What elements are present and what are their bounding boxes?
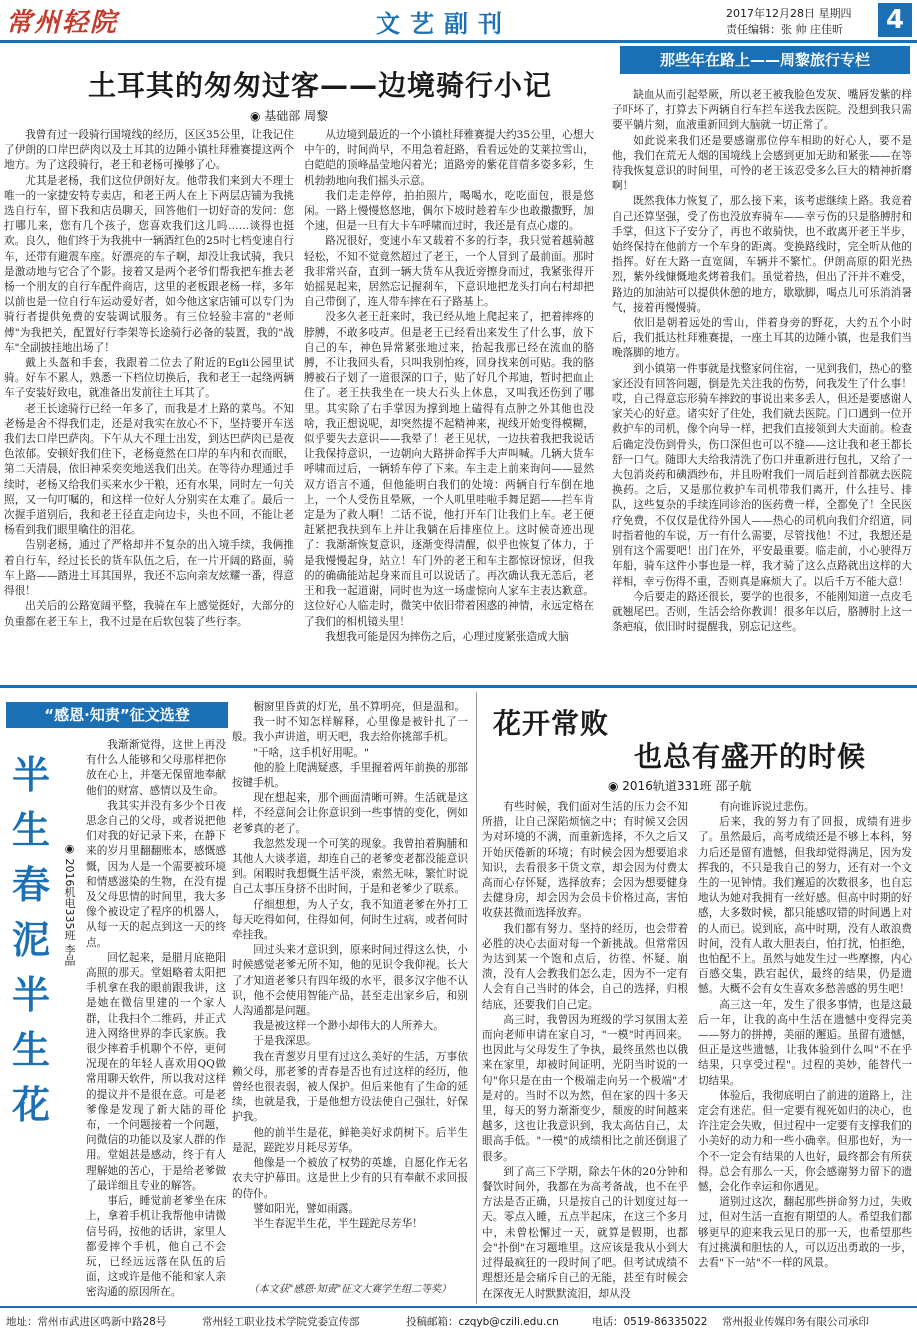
paragraph: 我其实并没有多少个日夜思念自己的父母，或者说把他们对我的好记录下来，在静下来的岁月里翻翻账本，感慨感慨，因为人是一个需要被环境和情感滋染的生物，在没有提及父母思情的时间里，我大多像个被设定了程序的机器人，从每一天的起点到这一天的终点。 (86, 799, 226, 949)
section-divider (0, 685, 917, 688)
header-rule (0, 40, 917, 43)
paragraph: 半生春泥半生花，半生蹉跎尽芳华！ (253, 1217, 423, 1230)
paragraph: 我是被这样一个渺小却伟大的人所养大。 (253, 1020, 444, 1033)
paragraph: 我在青葱岁月里有过这么美好的生活，万事依赖父母，那老爹的青春是否也有过这样的经历，他曾经也很表弱，被人保护。但后来他有了生命的延续，也就是我，于是他想方设法使自己强壮，好保护我。 (232, 1050, 468, 1124)
paragraph: 尤其是老杨，我们这位伊朗好友。他带我们来到大不理士唯一的一家捷安特专卖店，和老王两人在上下两层店铺为我挑选自行车，留下我和店员聊天，回答他们一切好奇的发问：您打哪儿来，您有几个孩子，您喜欢我们这儿吗……谈得也挺欢。良久，他们终于为我挑中一辆酒红色的25吋七档变速自行车，还带有避震车座。好漂亮的车子啊，却没让我试骑，我只是激动地与它合了个影。接着又是两个老爷们帮我把车推去老杨一个朋友的自行车配件商店，这里的老板跟老杨一样，多年以前也是一位自行车运动爱好者，如今他这家店铺可以专门为骑行者提供免费的安装调试服务。有三位轻验丰富的"老师傅"为我把关，配置好行李架等长途骑行必备的装置，我的"战车"全副披挂地出场了！ (4, 174, 294, 354)
paragraph: 从边境到最近的一个小镇杜拜雅赛提大约35公里，心想大中午的，时间尚早，不用急着赶路，看看远处的艾莱拉雪山，白皑皑的顶峰晶莹地闪着光；道路旁的紫花苜蓿多姿多彩，生机勃勃地向我们摇头示意。 (304, 129, 594, 187)
paragraph: 高三这一年，发生了很多事情，也是这最后一年，让我的高中生活在遗憾中变得完美——努力的拼搏，美丽的邂逅。虽留有遗憾，但正是这些遗憾，让我体验到什么叫"不在乎结果，只享受过程"。过程的美妙，能替代一切结果。 (698, 998, 912, 1087)
article1-column-1 (4, 128, 294, 682)
paragraph: 道别过这次，翻起那些拼命努力过，失败过，但对生活一直抱有期望的人。希望我们都够更早的迎来我云见日的那一天，也希望那些有过挑潢和胆怯的人，可以迈出勇敢的一步，去看"下一站"不一样的风景。 (698, 1196, 912, 1270)
paragraph: 于是我深思。 (253, 1035, 317, 1048)
footer-publisher: 常州轻工职业技术学院党委宣传部 (202, 1316, 360, 1328)
essay-contest-banner: “感恩·知责”征文选登 (6, 702, 228, 728)
paragraph: 高三时，我曾因为班级的学习氛围太差而向老师申请在家自习，"一模"时再回来。也因此与父母发生了争执，最终虽然也以俄来在家里，却被时间证明，光阴当时说的一句"你只是在由一个极端走向另一个极端"才是对的。当时不以为然，但在家的四十多天里，每天的努力渐渐变少，颓废的时间越来越多，这也让我意识到，我太高估自己，太眼高手低。"一模"的成绩相比之前还倒退了很多。 (482, 1013, 688, 1163)
paragraph: 譬如阳光，譬如雨露。 (253, 1202, 360, 1215)
article2-footnote: （本文获"感恩·知责"征文大赛学生组二等奖） (248, 1284, 452, 1295)
paragraph: 现在想起来，那个画面清晰可辨。生活就是这样，不经意间会让你意识到一些事情的变化，例如老爹真的老了。 (232, 792, 468, 835)
paragraph: 他的脸上爬满疑惑，手里握着两年前换的那部按键手机。 (232, 761, 468, 790)
article1-title: 土耳其的匆匆过客——边境骑行小记 (87, 69, 552, 102)
footer-printer: 常州报业传媒印务有限公司承印 (722, 1316, 869, 1328)
column-banner: 那些年在路上——周黎旅行专栏 (620, 46, 910, 74)
article1-column-2 (304, 128, 594, 682)
article1-byline: ◉ 基础部 周黎 (250, 109, 329, 123)
paragraph: "干啥，这手机好用呢。" (253, 746, 369, 759)
article1-column-3 (612, 88, 912, 682)
paragraph: 后来，我的努力有了回报，成绩有进步了。虽然最后，高考成绩还是不够上本科，努力后还是留有遗憾，但我却觉得满足，因为发挥我的，不只是我自己的努力，还有对一个文生的一见钟情。我们邂逅的次数很多，也自忘地认为她对我拥有一丝好感。但高中时期的好感，大多数时候，都只能感叹错的时间遇上对的人而已。说到底，高中时期，没有人敢浪费时间，没有人敢大胆表白，怕打扰，怕拒绝，也怕配不上。虽然与她发生过一些摩擦，内心百感交集，跌宕起伏，最终的结果，仍是遗憾。大概不会有女生喜欢多愁善感的男生吧！ (698, 816, 912, 996)
article2-byline: ◉ 2016机电335班 李晶 (63, 842, 76, 966)
paragraph: 没多久老王赶来时，我已经从地上爬起来了，把着摔疼的脖膊，不敢多吱声。但是老王已经看出来发生了什么事，放下自己的车，神色异常紧张地过来，抬起我那已经在流血的胳膊，不让我回头看，只叫我别怕疼，回身找来创可贴。我的胳膊被石子划了一道很深的口子，贴了好几个邦迪，暂时把血止住了。老王扶我坐在一块大石头上休息，又叫我还伤到了哪里。其实除了右手掌因为撑到地上磕得有点肿之外其他也没啥，我正想说呢，却突然提不起精神来，视线开始变得模糊，似乎要失去意识——我晕了！老王见状，一边扶着我把我说话让我保持意识，一边朝向大路拼命挥手大声叫喊。几辆大货车呼啸而过后，一辆轿车停了下来。车主走上前来询问——显然双方语言不通，但他能明白我们的处境：两辆自行车倒在地上，一个人受伤且晕厥，一个人叽里哇啦手舞足蹈——拦车肯定是为了救人啊！二话不说，他打开车门让我们上车。老王便赶紧把我扶到车上并让我躺在后排座位上。这时候奇迹出现了：我渐渐恢复意识，逐渐变得清醒，似乎也恢复了体力，于是我慢慢起身，站立！车门外的老王和车主都惊讶惊讶，但我的的确确能站起身来而且可以说话了。再次确认我无恙后，老王和我一起道谢，同时也为这一场虚惊向人家车主表达歉意。这位好心人临走时，微笑中依旧带着困惑的神情，永远定格在了我们的相机镜头里！ (304, 311, 594, 628)
paragraph: 告别老杨，通过了严格却并不复杂的出入境手续，我俩推着自行车，经过长长的货车队伍之后，在一片开阔的路面，骑车上路——踏进土耳其国界，我还不忘向亲友炫耀一番，得意得很！ (4, 539, 294, 598)
article3-title-line2: 也总有盛开的时候 (634, 740, 867, 773)
article2-column-2 (232, 700, 468, 1280)
paragraph: 到小镇第一件事就是找整家问住宿，一见到我们，热心的整家还没有回答问题，倒是先关注我的伤势，问我发生了什么事！哎，自己得意忘形骑车摔跤的事说出来多丢人，但还是要感谢人家关心的好意。诸实好了住处，我们就去医院。门口遇到一位开救护车的司机，像个向导一样，把我们直接领到大夫面前。检查后确定没伤到骨头，伤口深但也可以不缝——这让我和老王都长舒一口气。随即大夫给我清洗了伤口并重新进行包扎，又给了一大包消炎药和碘酒纱布，并且吩咐我们一周后赶到首都就去医院换药。之后，又是那位救护车司机带我们离开，什么挂号、排队，这些复杂的手续连同诊治的医药费一样，全都免了！全民医疗免费，不仅仅是优待外国人——热心的司机向我们介绍道，同时指着他的车说，万一有什么需要，尽管找他！不过，我想还是别有这个需要吧！出门在外，平安最重要。临走前，小心驶得万年船，骑车这件小事也是一样，我才骑了这么点路就出这样的大祥相，幸亏伤得不重，否则真是麻烦大了。以后千万不能大意！ (612, 362, 912, 588)
paragraph: 出关后的公路宽阔平整，我骑在车上感觉挺好，大部分的负重都在老王车上，我不过是在后软包装了些行李。 (4, 600, 294, 628)
article3-column-1 (482, 800, 688, 1300)
paragraph: 我忽然发现一个可笑的现象。我曾拍着胸脯和其他人大谈孝道，却连自己的老爹变老都没能意识到。闲暇时我想慨生活平淡，索然无味，繁忙时说自己太事压身挤不出时间，于是和老爹少了联系。 (232, 837, 468, 896)
article2-title (8, 748, 54, 1133)
page-number: 4 (878, 3, 912, 37)
paragraph: 有向谁诉说过悲伤。 (719, 801, 815, 813)
issue-date: 2017年12月28日 星期四 (726, 7, 852, 20)
paragraph: 依旧是朝着远处的雪山，伴着身旁的野花，大约五个小时后，我们抵达杜拜雅赛提，一座土耳其的边陲小镇，也是我们当晚落脚的地方。 (612, 317, 912, 360)
paragraph: 他像是一个被放了权势的英雄，自愿化作无名农夫守护幕田。这是世上少有的只有奉献不求回报的侍仆。 (232, 1157, 468, 1200)
paragraph: 有些时候，我们面对生活的压力会不知所措，让自己深陷烦恼之中；有时候又会因为对环境的不满，而重新选择，不久之后又开始厌倦新的环境；有时候会因为想要追求知识，去看很多干货文章，却会因为付费太高而心存怀疑，选择放弃；会因为想要健身去健身房，却会因为会员卡价格过高，害怕收获甚微而选择放弃。 (482, 801, 688, 920)
paragraph: 橱窗里昏黄的灯光，虽不算明亮，但是温和。 (253, 701, 466, 713)
paragraph: 体验后，我彻底明白了前进的道路上，注定会有迷茫。但一定要有视死如归的决心，也许注定会失败，但过程中一定要有支撑我们的小美好的动力和一些小确幸。但那也好，为一个不一定会有结果的人也好，最终都会有所获得。总会有那么一天，你会感谢努力留下的遗憾，会化作幸运和你遇见。 (698, 1089, 912, 1194)
article3-title-line1: 花开常败 (493, 707, 610, 740)
editors-credit: 责任编辑：张 帅 庄佳昕 (726, 23, 843, 36)
paragraph: 今后要走的路还很长，要学的也很多，不能刚知道一点皮毛就翘尾巴。否则，生活会给你教训！很多年以后，胳膊肘上这一条疤痕，依旧时时提醒我，别忘记这些。 (612, 590, 912, 634)
paragraph: 仔细想想，为人子女，我不知道老爹在外打工每天吃得如何，住得如何，何时生过病，或者何时牵挂我。 (232, 898, 468, 942)
page-footer (0, 1306, 917, 1332)
paragraph: 他的前半生是花，鲜艳美好求荫树下。后半生是泥，蹉跎岁月耗尽芳华。 (232, 1126, 468, 1154)
paragraph: 缺血从而引起晕厥，所以老王被我脸色发灰、嘴唇发紫的样子吓坏了，打算去下两辆自行车拦车送我去医院。没想到我只需要平躺片刻，血液重新回到大脑就一切正常了。 (612, 89, 912, 132)
footer-email: 投稿邮箱：czqyb@czili.edu.cn (406, 1316, 559, 1328)
paragraph: 我们都有努力、坚持的经历，也会带着必胜的决心去面对每一个新挑战。但常常因为达到某一个饱和点后，彷徨、怀疑、崩溃，没有人会教我们怎么走，因为不一定有人会有自己当时的体会，自己的选择，归根结底，还要我们自己定。 (482, 922, 688, 1011)
paragraph: 戴上头盔和手套，我跟着二位去了附近的Egli公园里试骑。好车不累人，熟悉一下档位切换后，我和老王一起绕两辆车子安装好致电，就准备出发前往土耳其了。 (4, 357, 294, 400)
paragraph: 老王长途骑行已经一年多了，而我是才上路的菜鸟。不知老杨是舍不得我们走，还是对我实在放心不下，坚持要开车送我们去口岸巴萨肉。下午从大不理士出发，到达巴萨肉已是夜色浓郁。安顿好我们住下，老杨竟然在口岸的车内和衣而眠，第二天清晨，依旧神采奕奕地送我们出关。在等待办理通过手续时，老杨又给我们买来水少干粮，还有水果，同时左一句关照，又一句叮嘱的，和这样一位好人分别实在太难了。最后一次握手道别后，我和老王径直走向边卡，头也不回，不能让老杨看到我们眼里噙住的泪花。 (4, 402, 294, 537)
paragraph: 我渐渐觉得，这世上再没有什么人能够和父母那样把你放在心上，并毫无保留地奉献他们的财富、感情以及生命。 (86, 739, 226, 797)
article2-column-1 (86, 738, 226, 1300)
footer-phone: 电话：0519-86335022 (592, 1316, 708, 1328)
paragraph: 我曾有过一段骑行国境线的经历，区区35公里，让我记住了伊朗的口岸巴萨肉以及土耳其的边陲小镇杜拜雅赛提这两个地方。为了这段骑行，老王和老杨可操够了心。 (4, 129, 294, 172)
article3-byline: ◉ 2016轨道331班 邵子航 (608, 779, 752, 793)
column-divider (476, 692, 477, 1304)
newspaper-logo: 常州轻院 (6, 8, 119, 38)
masthead (0, 0, 917, 42)
article3-column-2 (698, 800, 912, 1300)
section-name: 文艺副刊 (376, 10, 512, 38)
paragraph: 回忆起来，是腊月底艳阳高照的那天。堂姐略着太阳把手机拿在我的眼前跟我讲，这是她在微信里建的一个家人群，让我扫个二维码，并正式进入网络世界的李氏家族。我很少摔着手机聊个不停，更何况现在的年轻人喜欢用QQ做常用聊天软件，所以我对这样的提议并不是很在意。可是老爹像是发现了新大陆的哥伦布，一个问题接着一个问题，问微信的功能以及家人群的作用。堂姐甚是感动，终于有人理解她的苦心，于是给老爹做了最详细且专业的解答。 (86, 951, 226, 1192)
article2-title-text: 半生春泥半生花 (11, 753, 50, 1127)
paragraph: 回过头来才意识到，原来时间过得这么快，小时候感觉老爹无所不知，他的见识令我仰视。长大了才知道老爹只有四年级的水平，很多汉字他不认识，他不会使用智能产品，甚至走出家乡后，和别人沟通都是问题。 (232, 944, 468, 1018)
footer-address: 地址：常州市武进区鸣新中路28号 (6, 1316, 167, 1328)
paragraph: 事后，睡觉前老爹坐在床上，拿着手机让我帮他申请微信号码，按他的话讲，家里人都爱摔个手机，他自己不会玩，已经远远落在队伍的后面，这或许是他不能和家人亲密沟通的原因所在。 (86, 1195, 226, 1299)
paragraph: 到了高三下学期，除去午休的20分钟和餐饮时间外，我都在为高考备战，也不在乎方法是否正确，只是按自己的计划度过每一天。零点入睡，五点半起床，在这三个多月中，未曾松懈过一天，就算是假期，也都会"扑倒"在习题堆里。这应该是我从小到大过得最疯狂的一段时间了吧。但考试成绩不理想还是会痛斥自己的无能，甚至有时候会在深夜无人时默默流泪，却从没 (482, 1165, 688, 1300)
paragraph: 我们走走停停，拍拍照片，喝喝水，吃吃面包，很是悠闲。一路上慢慢悠悠地，偶尔下坡时趁着车少也敢撒撒野，加个速，但是一旦有大卡车呼啸而过时，我还是有点心虚的。 (304, 189, 594, 233)
paragraph: 我一时不知怎样解释，心里像是被针扎了一般。我小声讲道，明天吧，我去给你挑部手机。 (232, 716, 468, 744)
paragraph: 既然我体力恢复了，那么接下来，该考虑继续上路。我竞着自己还算坚强，受了伤也没放弃骑车——幸亏伤的只是胳膊肘和手掌，但这下子安分了，再也不敢骑快，也不敢离开老王半步，始终保持在他前方一个车身的距离。变换路线时，完全听从他的指挥。好在大路一直宽阔，车辆并不繁忙。伊朗高原的阳光热烈，紫外线慷慨地炙烤着我们。虽觉着热，但出了汗并不难受，路边的加油站可以提供休憩的地方，歇歇脚，喝点儿可乐消消暑气，接着再慢慢骑。 (612, 195, 912, 314)
paragraph: 如此说来我们还是要感谢那位停车相助的好心人，要不是他，我们在荒无人烟的国境线上会感到更加无助和紧张——在等待我恢复意识的时间里，可怜的老王该忍受多么巨大的精神折磨啊！ (612, 134, 912, 193)
paragraph: 我想我可能是因为摔伤之后，心理过度紧张造成大脑 (325, 630, 569, 643)
paragraph: 路况很好，变速小车又载着不多的行李，我只觉着越骑越轻松，不知不觉竟然超过了老王，一个人冒到了最前面。那时我非常兴奋，直到一辆大货车从我近旁擦身而过，我紧张得开始摇晃起来，居然忘记握刹车，下意识地把龙头打向右村却把自己带倒了，连人带车摔在石子路基上。 (304, 235, 594, 309)
